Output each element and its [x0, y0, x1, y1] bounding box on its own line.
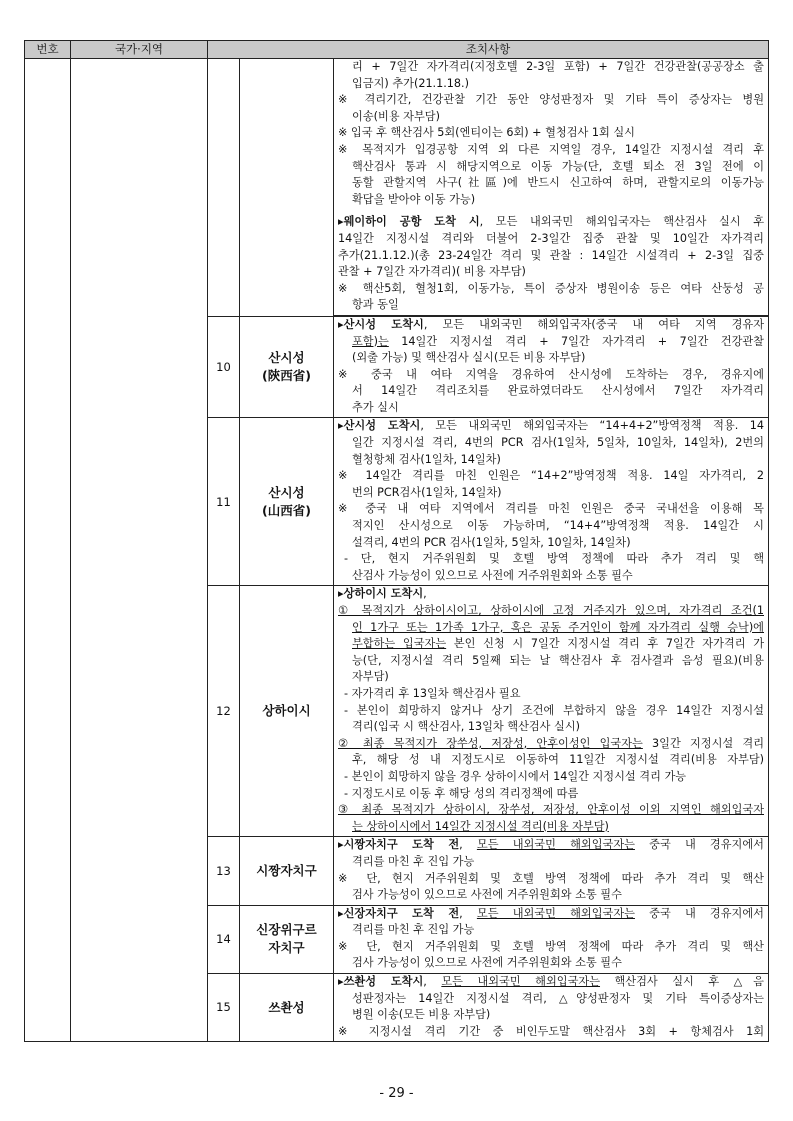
text-line: 산검사 가능성이 있으므로 사전에 거주위원회와 소통 필수 [352, 568, 633, 582]
underlined-text: 모든 내외국민 해외입국자는 [441, 975, 601, 989]
text-line [338, 802, 764, 819]
row-region [240, 974, 334, 1042]
page-number: - 29 - [379, 1086, 414, 1101]
text-span: 중국 내 경유지에서 [634, 838, 764, 852]
content-cell [334, 586, 769, 837]
underlined-text: ③ 최종 목적지가 상하이시, 장쑤성, 저장성, 안후이성 이외 지역인 해외입국자 [338, 803, 764, 817]
bold-heading: 시짱자치구 도착 전 [343, 838, 460, 852]
text-line: 핵산검사 통과 시 해당지역으로 이동 가능(단, 호텔 퇴소 전 3일 전에 이 [352, 159, 764, 173]
region-name: 쓰촨성 [268, 999, 305, 1015]
text-line: 설격리, 4번의 PCR 검사(1일차, 5일차, 10일차, 14일차) [352, 535, 631, 549]
region-hanja: (陝西省) [262, 368, 311, 384]
text-line [338, 736, 764, 753]
text-line [338, 974, 764, 991]
header-region: 국가·지역 [71, 41, 208, 59]
text-line: 자부담) [352, 670, 389, 684]
text-line: 격리를 마친 후 진입 가능 [352, 923, 475, 937]
text-line: - 자가격리 후 13일차 핵산검사 필요 [344, 686, 521, 700]
text-line: - 본인이 희망하지 않을 경우 상하이시에서 14일간 지정시설 격리 가능 [344, 769, 687, 783]
text-line: 동할 관할지역 사구(社區)에 반드시 신고하여 하며, 관할지로의 이동가능 [352, 176, 764, 190]
arrow-icon: ▸ [338, 317, 344, 331]
region-name: 신장위구르 [256, 922, 317, 938]
underlined-text: 는 상하이시에서 14일간 지정시설 격리(비용 자부담) [352, 819, 609, 833]
row-number-cont [208, 59, 240, 317]
row-number: 13 [208, 837, 240, 905]
underlined-text: 모든 내외국민 해외입국자는 [476, 838, 635, 852]
weihai-heading: 웨이하이 공항 도착 시 [343, 215, 480, 229]
text-span: 본인 신청 시 7일간 지정시설 격리 후 7일간 자가격리 가 [446, 637, 764, 651]
table-row [25, 59, 769, 316]
row-region [240, 905, 334, 973]
arrow-icon: ▸ [338, 587, 344, 601]
row-region [240, 837, 334, 905]
table-header-row [25, 41, 769, 59]
text-line: ※ 중국 내 여타 지역에서 격리를 마친 인원은 중국 국내선을 이용해 목 [338, 502, 764, 516]
text-line: ※ 격리기간, 건강관찰 기간 동안 양성판정자 및 기타 특이 증상자는 병원 [338, 93, 764, 107]
text-line [338, 636, 764, 653]
text-line: 성판정자는 14일간 지정시설 격리, △양성판정자 및 기타 특이증상자는 [352, 991, 764, 1005]
text-span: , 모든 내외국민 해외입국자는 “14+4+2”방역정책 적용. 14 [420, 419, 764, 433]
text-line: ※ 단, 현지 거주위원회 및 호텔 방역 정책에 따라 추가 격리 및 핵산 [338, 939, 764, 953]
row-number: 11 [208, 418, 240, 586]
underlined-text: ② 최종 목적지가 장쑤성, 저장성, 안후이성인 입국자는 [338, 736, 643, 750]
row-region-cont [240, 59, 334, 317]
text-line: - 본인이 희망하지 않거나 상기 조건에 부합하지 않을 경우 14일간 지정시설 [344, 703, 764, 717]
content-cell [334, 59, 769, 316]
text-line: ※ 중국 내 여타 지역을 경유하여 산시성에 도착하는 경우, 경유지에 [338, 367, 764, 381]
bold-heading: 산시성 도착시 [343, 317, 424, 331]
text-line: - 단, 현지 거주위원회 및 호텔 방역 정책에 따라 추가 격리 및 핵 [344, 552, 764, 566]
text-line: 이송(비용 자부담) [352, 109, 440, 123]
text-line: 병원 이송(모든 비용 자부담) [352, 1008, 491, 1022]
arrow-icon: ▸ [338, 906, 344, 920]
text-line: 일간 지정시설 격리, 4번의 PCR 검사(1일차, 5일차, 10일차, 14일차), 2번의 [352, 436, 764, 450]
region-name-line2: 자치구 [268, 940, 305, 956]
text-line: 검사 가능성이 있으므로 사전에 거주위원회와 소통 필수 [352, 888, 622, 902]
text-line: ※ 입국 후 핵산검사 5회(엔티이는 6회) + 혈청검사 1회 실시 [338, 126, 635, 140]
arrow-icon: ▸ [338, 215, 344, 229]
text-line [338, 819, 764, 836]
text-line: ※ 단, 현지 거주위원회 및 호텔 방역 정책에 따라 추가 격리 및 핵산 [338, 871, 764, 885]
text-line: 리 + 7일간 자가격리(지정호텔 2-3일 포함) + 7일간 건강관찰(공공장소 출 [352, 60, 764, 73]
text-span: , [423, 587, 427, 601]
text-span: , [423, 975, 442, 989]
row-region [240, 418, 334, 586]
text-line: 검사 가능성이 있으므로 사전에 거주위원회와 소통 필수 [352, 956, 622, 970]
text-line [338, 620, 764, 637]
bold-heading: 산시성 도착시 [343, 419, 421, 433]
header-number: 번호 [25, 41, 71, 59]
underlined-text: 포함)는 [352, 334, 389, 348]
bold-heading: 상하이시 도착시 [343, 587, 424, 601]
text-line: 적지인 산시성으로 이동 가능하며, “14+4”방역정책 적용. 14일간 시 [352, 519, 764, 533]
text-line: 격리를 마친 후 진입 가능 [352, 854, 475, 868]
row-number: 10 [208, 316, 240, 418]
text-span: , 모든 내외국민 해외입국자는 핵산검사 실시 후 [479, 215, 764, 229]
measures-table [24, 40, 769, 1042]
text-line: 항과 동일 [352, 298, 399, 312]
row-region [240, 316, 334, 418]
underlined-text: 부합하는 입국자는 [352, 637, 447, 651]
text-span: , 모든 내외국민 해외입국자(중국 내 여타 지역 경유자 [423, 317, 764, 331]
region-name: 산시성 [268, 350, 305, 366]
text-line: 능(단, 지정시설 격리 5일째 되는 날 핵산검사 후 검사결과 음성 필요)(비용 [352, 653, 764, 667]
text-line: 14일간 지정시설 격리와 더불어 2-3일간 집중 관찰 및 10일간 자가격리 [338, 231, 764, 245]
header-measures: 조치사항 [208, 41, 769, 59]
text-line: 입금지) 추가(21.1.18.) [352, 76, 469, 90]
text-line [338, 837, 764, 854]
bold-heading: 신장자치구 도착 전 [343, 906, 460, 920]
text-line: 서 14일간 격리조치를 완료하였더라도 산시성에서 7일간 자가격리 [352, 384, 764, 398]
row-number: 12 [208, 586, 240, 837]
content-cell [334, 974, 769, 1042]
content-cell [334, 905, 769, 973]
text-line: 확답을 받아야 이동 가능) [352, 192, 476, 206]
content-cell [334, 837, 769, 905]
region-name: 시짱자치구 [256, 863, 317, 878]
text-line: ※ 핵산5회, 혈청1회, 이동가능, 특이 증상자 병원이송 등은 여타 산둥성 공 [338, 281, 764, 295]
outer-region-cell [71, 59, 208, 1042]
arrow-icon: ▸ [338, 975, 344, 989]
text-line: 혈청항체 검사(1일차, 14일차) [352, 452, 501, 466]
text-line [338, 317, 764, 334]
text-line: 추가 실시 [352, 400, 399, 414]
text-span: 중국 내 경유지에서 [634, 906, 764, 920]
row-number: 15 [208, 974, 240, 1042]
text-line: (외출 가능) 및 핵산검사 실시(모든 비용 자부담) [352, 351, 586, 365]
underlined-text: ① 목적지가 상하이시이고, 상하이시에 고정 거주지가 있으며, 자가격리 조건(1 [338, 604, 764, 617]
text-span: , [459, 838, 477, 852]
text-line [338, 586, 764, 603]
text-span: 핵산검사 실시 후 △음 [600, 975, 764, 989]
bold-heading: 쓰촨성 도착시 [343, 975, 424, 989]
text-line: 번의 PCR검사(1일차, 14일차) [352, 485, 502, 499]
text-line: 추가(21.1.12.)(총 23-24일간 격리 및 관찰 : 14일간 시설격리 + 2-3일 집중 [338, 248, 764, 262]
arrow-icon: ▸ [338, 419, 344, 433]
text-line: 격리(입국 시 핵산검사, 13일차 핵산검사 실시) [352, 720, 581, 734]
region-name: 상하이시 [262, 703, 311, 719]
text-span: 14일간 지정시설 격리 + 7일간 자가격리 + 7일간 건강관찰 [388, 334, 764, 348]
text-line: ※ 14일간 격리를 마친 인원은 “14+2”방역정책 적용. 14일 자가격리, 2 [338, 469, 764, 483]
text-line: ※ 지정시설 격리 기간 중 비인두도말 핵산검사 3회 + 항체검사 1회 [338, 1024, 764, 1038]
text-line [338, 214, 764, 231]
content-cell [334, 316, 769, 418]
text-line: 관찰 + 7일간 자가격리)( 비용 자부담) [338, 265, 526, 279]
underlined-text: 모든 내외국민 해외입국자는 [476, 906, 635, 920]
arrow-icon: ▸ [338, 838, 344, 852]
text-line [338, 334, 764, 351]
text-span: , [459, 906, 477, 920]
content-cell [334, 418, 769, 586]
text-span: 3일간 지정시설 격리 [642, 736, 764, 750]
text-line [338, 418, 764, 435]
row-region [240, 586, 334, 837]
underlined-text: 인 1가구 또는 1가족 1가구, 혹은 공동 주거인이 함께 자가격리 실행 승낙)에 [352, 620, 764, 634]
text-line [338, 603, 764, 620]
outer-number-cell [25, 59, 71, 1042]
row-number: 14 [208, 905, 240, 973]
text-line: - 지정도시로 이동 후 해당 성의 격리정책에 따름 [344, 786, 579, 800]
region-name: 산시성 [268, 484, 305, 500]
text-line: ※ 목적지가 입경공항 지역 외 다른 지역일 경우, 14일간 지정시설 격리 후 [338, 142, 764, 156]
text-line: 후, 해당 성 내 지정도시로 이동하여 11일간 지정시설 격리(비용 자부담) [352, 753, 764, 767]
region-hanja: (山西省) [262, 502, 311, 518]
text-line [338, 906, 764, 923]
